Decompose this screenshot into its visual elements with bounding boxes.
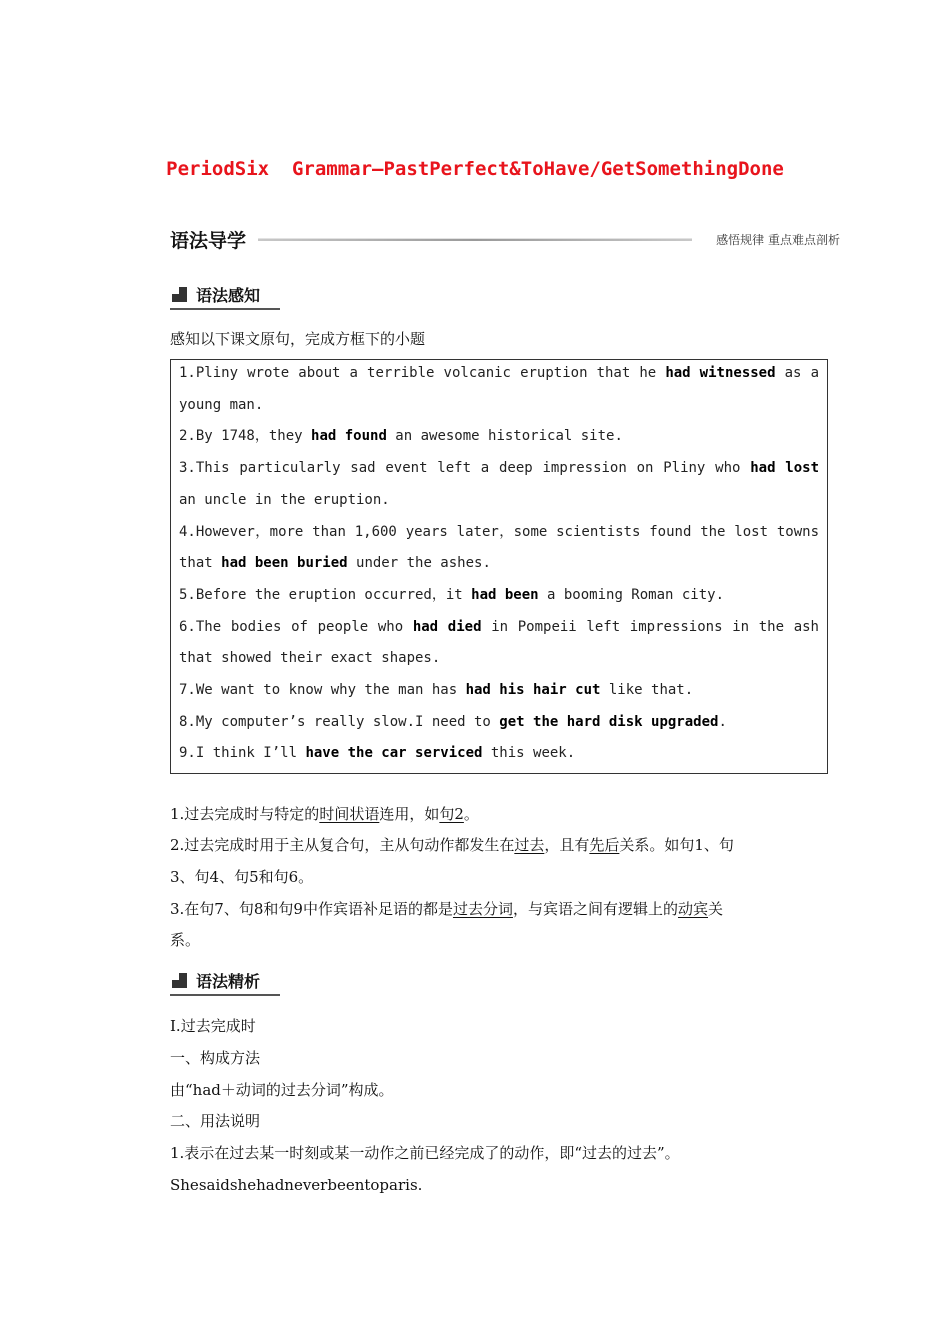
highlighted-verb-phrase: had lost [750,460,820,477]
sentence-text: . [718,713,727,730]
sentence-text: 8.My computer’s really slow.I need to [179,713,500,730]
square-bullet-icon [172,973,187,988]
answer-blank: 动宾 [677,900,708,918]
subsection-title: 语法精析 [196,972,261,991]
section-divider [258,239,692,241]
sentence-text: 6.The bodies of people who [179,618,413,635]
sentence-text: young man. [179,396,264,413]
sentence-text: 5.Before the eruption occurred，it [179,586,472,603]
answer-blank: 先后 [589,836,620,854]
section-title: 语法导学 [170,230,247,252]
heading-formation: 一、构成方法 [170,1049,261,1067]
highlighted-verb-phrase: had died [412,618,482,635]
highlighted-verb-phrase: have the car serviced [305,745,483,762]
section-header [170,226,840,256]
sentence-text: like that. [600,682,694,698]
formation-text: 由“had＋动词的过去分词”构成。 [170,1081,394,1099]
sentence-text: 4.However，more than 1,600 years later，some scientists found the lost towns [179,523,819,540]
rule-text: 1.过去完成时与特定的 [170,805,320,823]
sentence-text: that showed their exact shapes. [179,650,441,667]
example-sentence-line [179,456,819,480]
rule-line [170,833,734,857]
answer-blank: 过去 [514,836,545,854]
highlighted-verb-phrase: had been buried [221,555,348,572]
example-sentence-line [179,393,819,417]
section-subtitle: 感悟规律 重点难点剖析 [716,233,840,247]
sentence-text: a booming Roman city. [538,586,725,603]
rule-text: ，且有 [544,836,590,854]
example-sentence: Shesaidshehadneverbeentoparis. [170,1176,423,1194]
highlighted-verb-phrase: had his hair cut [465,682,601,698]
answer-blank: 过去分词 [452,900,513,918]
sentence-text: this week. [482,745,576,762]
sentence-text: 1.Pliny wrote about a terrible volcanic eruption that he [179,365,666,381]
usage-text: 1.表示在过去某一时刻或某一动作之前已经完成了的动作，即“过去的过去”。 [170,1144,680,1162]
sentence-text: 7.We want to know why the man has [179,682,466,698]
highlighted-verb-phrase: get the hard disk upgraded [499,713,719,730]
rule-line [170,928,200,952]
highlighted-verb-phrase: had been [471,586,539,603]
sentence-text: an awesome historical site. [386,428,623,445]
sentence-text: under the ashes. [347,555,491,572]
example-sentence-line [179,741,819,765]
rule-text: 关 [708,900,724,918]
example-sentence-line [179,361,819,385]
rule-line [170,802,479,826]
rule-text: 系。 [170,931,201,949]
highlighted-verb-phrase: had witnessed [665,365,776,381]
rule-text: ，与宾语之间有逻辑上的 [512,900,678,918]
rule-text: 3、句4、句5和句6。 [170,868,314,886]
sentence-text: 3.This particularly sad event left a deep impression on Pliny who [179,460,751,477]
example-sentence-line [179,424,819,448]
sentence-text: as a [775,365,819,381]
subsection-header-perception [170,280,280,310]
answer-blank: 句2 [439,805,464,823]
sentence-text: an uncle in the eruption. [179,491,390,508]
subsection-title: 语法感知 [196,286,261,305]
subsection-header-analysis [170,966,280,996]
answer-blank: 时间状语 [319,805,380,823]
example-sentence-line [179,710,819,734]
sentence-text: in Pompeii left impressions in the ash [481,618,819,635]
example-sentence-line [179,615,819,639]
rule-text: 连用，如 [379,805,440,823]
sentence-text: that [179,555,222,572]
intro-text: 感知以下课文原句，完成方框下的小题 [170,330,426,348]
rule-text: 关系。如句1、句 [619,836,734,854]
square-bullet-icon [172,287,187,302]
rule-line [170,897,723,921]
sentence-text: 9.I think I’ll [179,745,306,762]
page-title: PeriodSix Grammar—PastPerfect&ToHave/GetSomethingDone [166,158,784,180]
rule-text: 。 [463,805,479,823]
example-sentences-box [170,359,828,774]
highlighted-verb-phrase: had found [311,428,387,445]
example-sentence-line [179,646,819,670]
example-sentence-line [179,488,819,512]
sentence-text: 2.By 1748，they [179,428,312,445]
heading-past-perfect: Ⅰ.过去完成时 [170,1017,256,1035]
example-sentence-line [179,583,819,607]
rule-text: 3.在句7、句8和句9中作宾语补足语的都是 [170,900,453,918]
heading-usage: 二、用法说明 [170,1112,261,1130]
example-sentence-line [179,520,819,544]
rule-text: 2.过去完成时用于主从复合句，主从句动作都发生在 [170,836,515,854]
example-sentence-line [179,551,819,575]
rule-line [170,865,313,889]
example-sentence-line [179,678,819,702]
